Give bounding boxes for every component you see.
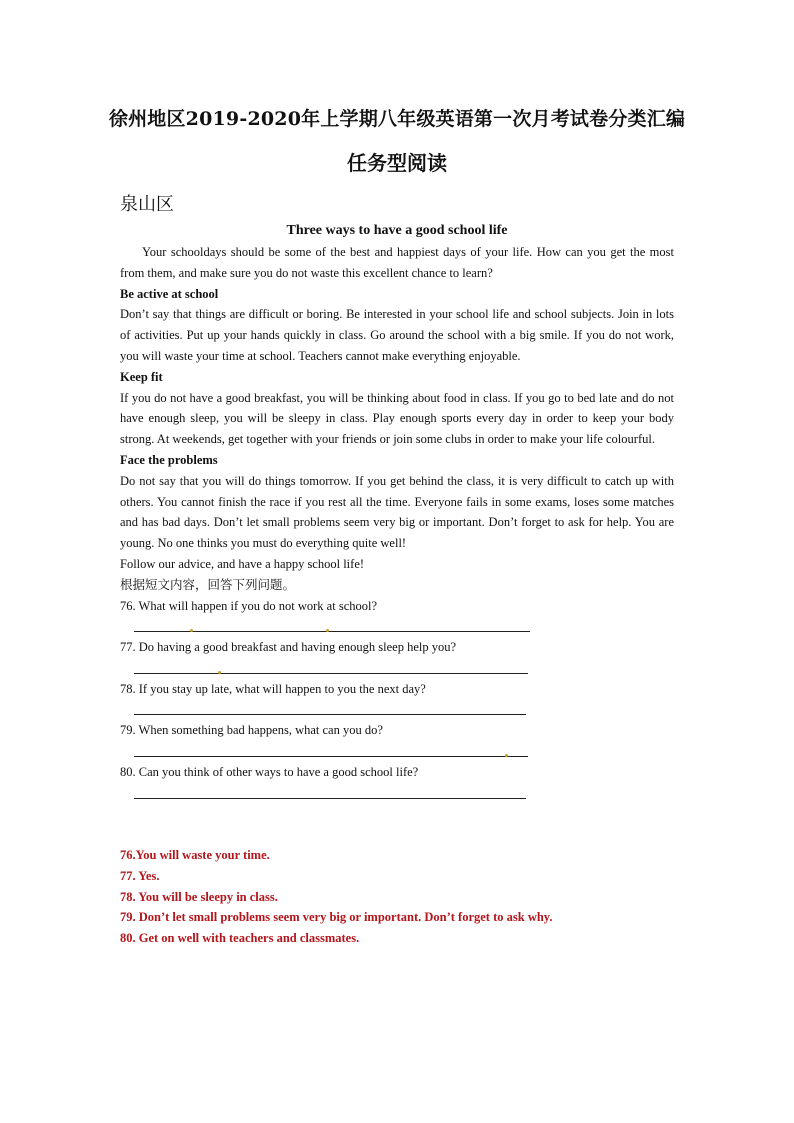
answer-line-76[interactable] <box>120 616 674 637</box>
answer-80: 80. Get on well with teachers and classmates. <box>120 931 360 946</box>
question-78: 78. If you stay up late, what will happen to you the next day? <box>120 681 426 696</box>
section-heading: Be active at school <box>120 286 219 301</box>
question-76: 76. What will happen if you do not work at school? <box>120 598 378 613</box>
passage-closing: Follow our advice, and have a happy school life! <box>120 556 365 571</box>
section-text: If you do not have a good breakfast, you will be thinking about food in class. If you go to bed late and do not have enough sleep, you will be sleepy in class. Play enough sports every day in order to keep your body strong. At weekends, get together with your friends or join some clubs in order to make your life colourful. <box>120 390 674 447</box>
document-title: 徐州地区2019-2020年上学期八年级英语第一次月考试卷分类汇编 <box>108 108 686 130</box>
answer-line-80[interactable] <box>120 783 674 804</box>
answer-line-79[interactable] <box>120 741 674 762</box>
passage-intro: Your schooldays should be some of the best and happiest days of your life. How can you get the most from them, and make sure you do not waste this excellent chance to learn? <box>120 245 674 280</box>
answer-79: 79. Don’t let small problems seem very big or important. Don’t forget to ask why. <box>120 910 553 925</box>
answer-key <box>120 845 720 949</box>
section-heading: Keep fit <box>120 369 163 384</box>
answer-line-77[interactable] <box>120 658 674 679</box>
question-80: 80. Can you think of other ways to have a good school life? <box>120 764 419 779</box>
passage-title: Three ways to have a good school life <box>286 223 508 238</box>
instruction: 根据短文内容，回答下列问题。 <box>120 576 296 592</box>
district-heading: 泉山区 <box>120 194 174 215</box>
section-text: Do not say that you will do things tomorrow. If you get behind the class, it is very difficult to catch up with others. You cannot finish the race if you rest all the time. Everyone fails in some exams, loses some matches and has bad days. Don’t let small problems seem very big or important. Don’t forget to ask for help. You are young. No one thinks you must do everything quite well! <box>120 473 674 551</box>
section-text: Don’t say that things are difficult or boring. Be interested in your school life and school subjects. Join in lots of activities. Put up your hands quickly in class. Go around the school with a big smile. If you do not work, you will waste your time at school. Teachers cannot make everything enjoyable. <box>120 307 674 363</box>
answer-77: 77. Yes. <box>120 868 160 883</box>
question-79: 79. When something bad happens, what can you do? <box>120 723 383 738</box>
document-subtitle: 任务型阅读 <box>347 151 447 175</box>
passage-body <box>120 242 674 804</box>
answer-76: 76.You will waste your time. <box>120 848 270 862</box>
question-77: 77. Do having a good breakfast and having enough sleep help you? <box>120 640 457 655</box>
answer-line-78[interactable] <box>120 700 674 721</box>
section-heading: Face the problems <box>120 452 218 467</box>
answer-78: 78. You will be sleepy in class. <box>120 889 278 904</box>
